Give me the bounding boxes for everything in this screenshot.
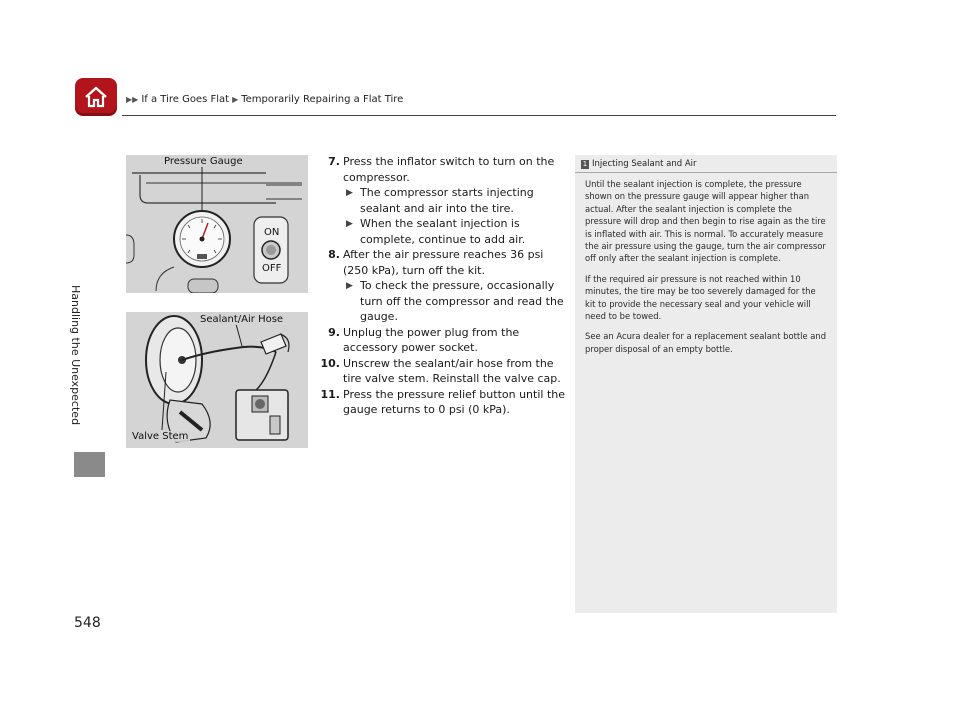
home-button[interactable] (75, 78, 117, 116)
step-text: Press the inflator switch to turn on the compressor. (343, 155, 555, 184)
note-header (575, 155, 837, 169)
step-sub-text: To check the pressure, occasionally turn off the compressor and read the gauge. (360, 279, 564, 323)
step-item (318, 387, 572, 418)
step-number: 11. (320, 387, 340, 401)
arrow-right-icon: ▶ (346, 188, 353, 198)
step-number: 8. (328, 248, 340, 261)
step-item (318, 356, 572, 387)
sealant-hose-label: Sealant/Air Hose (200, 314, 284, 325)
step-number: 7. (328, 155, 340, 168)
arrow-right-icon: ▶ (346, 281, 353, 291)
note-body (575, 173, 837, 355)
note-icon: 1 (582, 160, 588, 168)
pressure-gauge-figure (126, 155, 308, 293)
step-text: After the air pressure reaches 36 psi (250 kPa), turn off the kit. (343, 248, 544, 277)
instruction-steps (318, 154, 572, 418)
step-item (318, 154, 572, 247)
chevron-right-icon: ▶ (232, 95, 239, 104)
step-sub-item (343, 278, 572, 325)
step-item (318, 325, 572, 356)
note-title: Injecting Sealant and Air (592, 159, 697, 169)
breadcrumb-item[interactable]: If a Tire Goes Flat (141, 94, 230, 105)
off-label: OFF (262, 263, 282, 274)
breadcrumb-item[interactable]: Temporarily Repairing a Flat Tire (241, 94, 404, 105)
step-text: Unscrew the sealant/air hose from the tire valve stem. Reinstall the valve cap. (343, 356, 561, 385)
chevron-right-icon: ▶▶ (126, 95, 139, 104)
breadcrumb (126, 94, 403, 105)
step-number: 9. (328, 325, 340, 339)
sealant-hose-figure (126, 312, 308, 448)
step-item (318, 247, 572, 325)
step-number: 10. (320, 356, 340, 370)
step-text: Press the pressure relief button until the gauge returns to 0 psi (0 kPa). (343, 387, 565, 416)
home-icon (83, 85, 109, 109)
step-sub-item (343, 216, 572, 247)
note-paragraph: See an Acura dealer for a replacement sealant bottle and proper disposal of an empty bottle. (585, 331, 827, 354)
header-divider (122, 115, 836, 116)
step-sub-text: The compressor starts injecting sealant and air into the tire. (360, 186, 534, 215)
note-paragraph: If the required air pressure is not reached within 10 minutes, the tire may be too severely damaged for the kit to provide the necessary seal and your vehicle will need to be towed. (585, 273, 816, 322)
step-sub-text: When the sealant injection is complete, continue to add air. (360, 217, 526, 246)
on-label: ON (264, 227, 280, 238)
step-sub-item (343, 185, 572, 216)
note-paragraph: Until the sealant injection is complete, the pressure shown on the pressure gauge will appear higher than actual. After the sealant injection is complete the pressure will drop and then begin to rise again as the tire is inflated with air. This is normal. To accurately measure the air pressure using the gauge, turn the air compressor off only after the sealant injection is complete. (585, 179, 826, 264)
side-note-panel (575, 155, 837, 613)
step-text: Unplug the power plug from the accessory power socket. (343, 325, 520, 354)
arrow-right-icon: ▶ (346, 219, 353, 229)
pressure-gauge-label: Pressure Gauge (164, 156, 243, 167)
section-side-title: Handling the Unexpected (69, 285, 82, 426)
valve-stem-label: Valve Stem (132, 431, 189, 442)
page-number: 548 (74, 615, 101, 631)
section-tab-marker[interactable] (74, 452, 105, 477)
sealant-hose-illustration (126, 312, 308, 448)
